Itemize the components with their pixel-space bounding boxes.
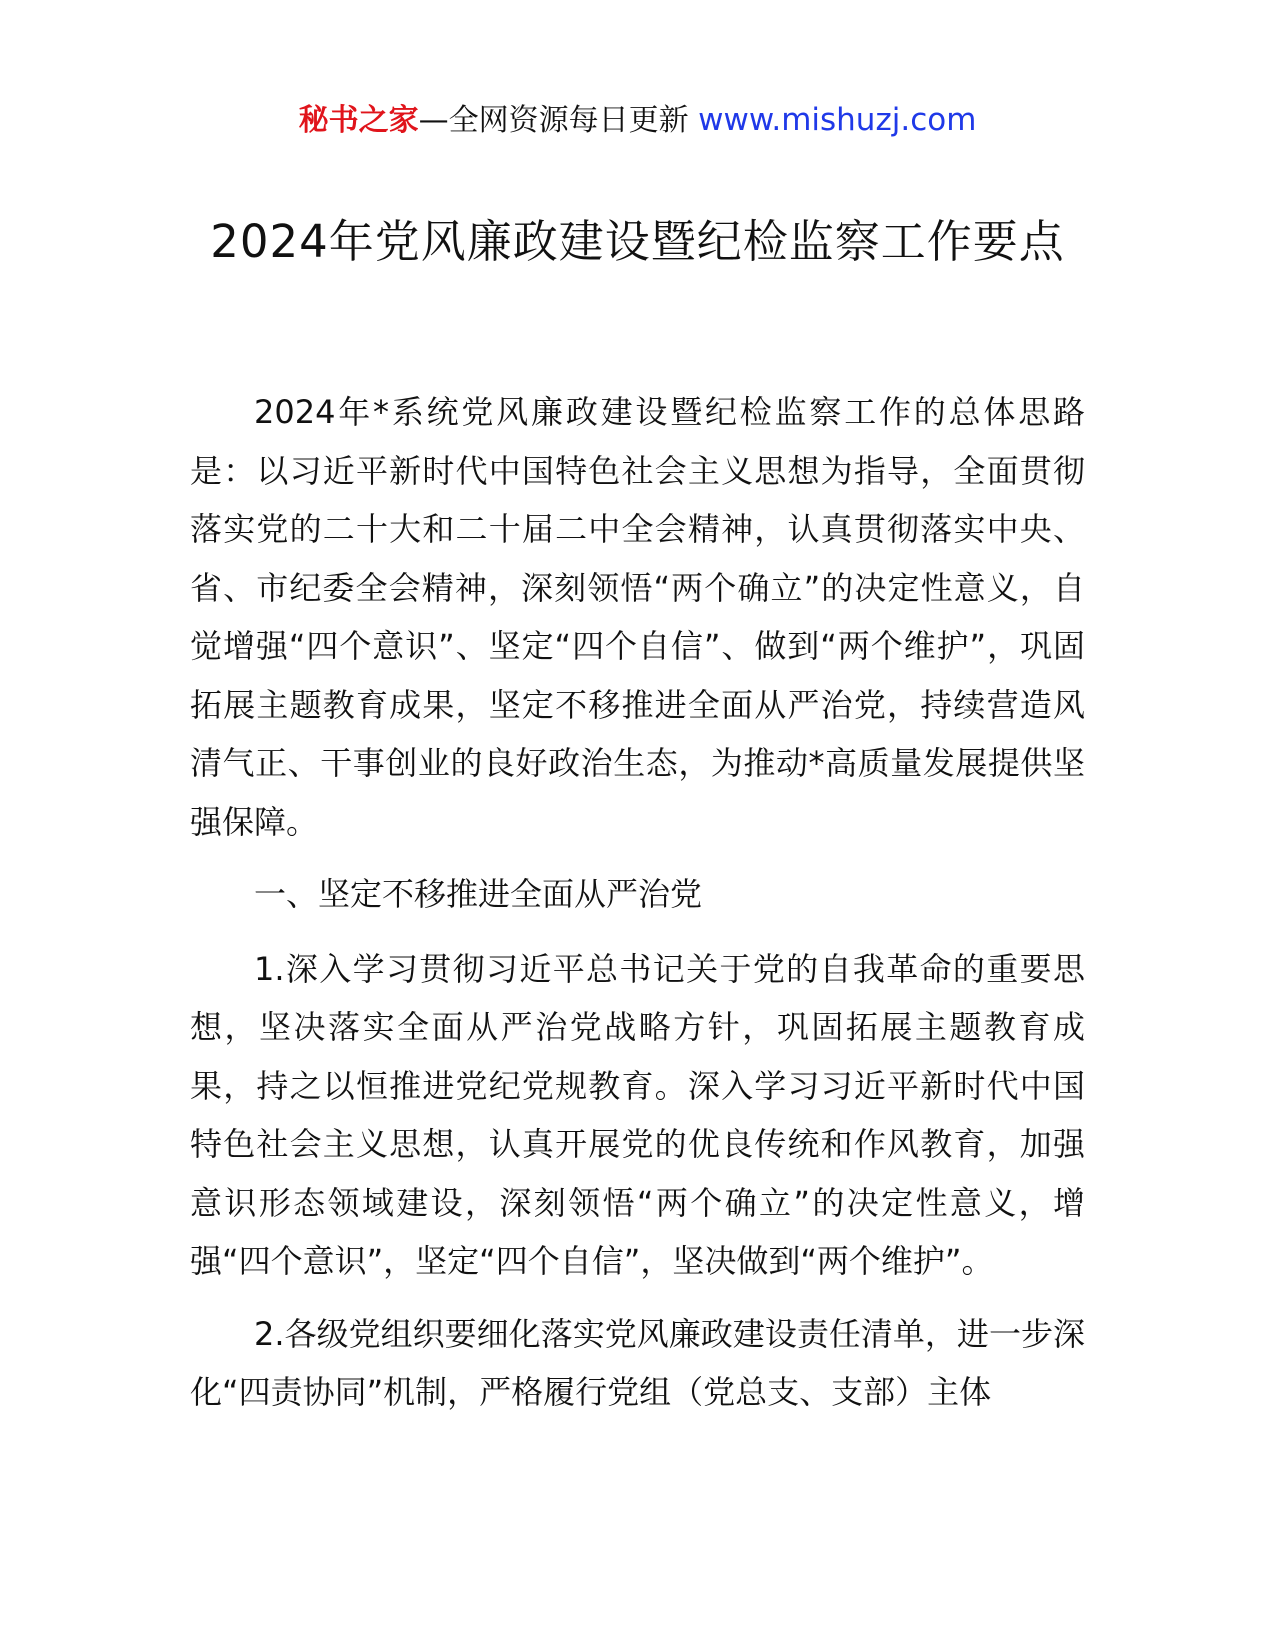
brand-name: 秘书之家 <box>298 103 419 138</box>
site-url-link[interactable]: www.mishuzj.com <box>698 102 977 138</box>
paragraph-item-2: 2.各级党组织要细化落实党风廉政建设责任清单，进一步深化“四责协同”机制，严格履行党组（党总支、支部）主体 <box>190 1314 1085 1411</box>
paragraph-item-1: 1.深入学习贯彻习近平总书记关于党的自我革命的重要思想，坚决落实全面从严治党战略方针，巩固拓展主题教育成果，持之以恒推进党纪党规教育。深入学习习近平新时代中国特色社会主义思想，认真开展党的优良传统和作风教育，加强意识形态领域建设，深刻领悟“两个确立”的决定性意义，增强“四个意识”，坚定“四个自信”，坚决做到“两个维护”。 <box>190 949 1085 1280</box>
document-title: 2024年党风廉政建设暨纪检监察工作要点 <box>210 215 1065 268</box>
header-slogan: —全网资源每日更新 <box>418 103 689 138</box>
document-body <box>190 383 1085 1436</box>
site-header <box>0 98 1275 143</box>
paragraph-overview: 2024年*系统党风廉政建设暨纪检监察工作的总体思路是：以习近平新时代中国特色社会主义思想为指导，全面贯彻落实党的二十大和二十届二中全会精神，认真贯彻落实中央、省、市纪委全会精神，深刻领悟“两个确立”的决定性意义，自觉增强“四个意识”、坚定“四个自信”、做到“两个维护”，巩固拓展主题教育成果，坚定不移推进全面从严治党，持续营造风清气正、干事创业的良好政治生态，为推动*高质量发展提供坚强保障。 <box>190 393 1085 841</box>
section-heading: 一、坚定不移推进全面从严治党 <box>254 875 703 913</box>
